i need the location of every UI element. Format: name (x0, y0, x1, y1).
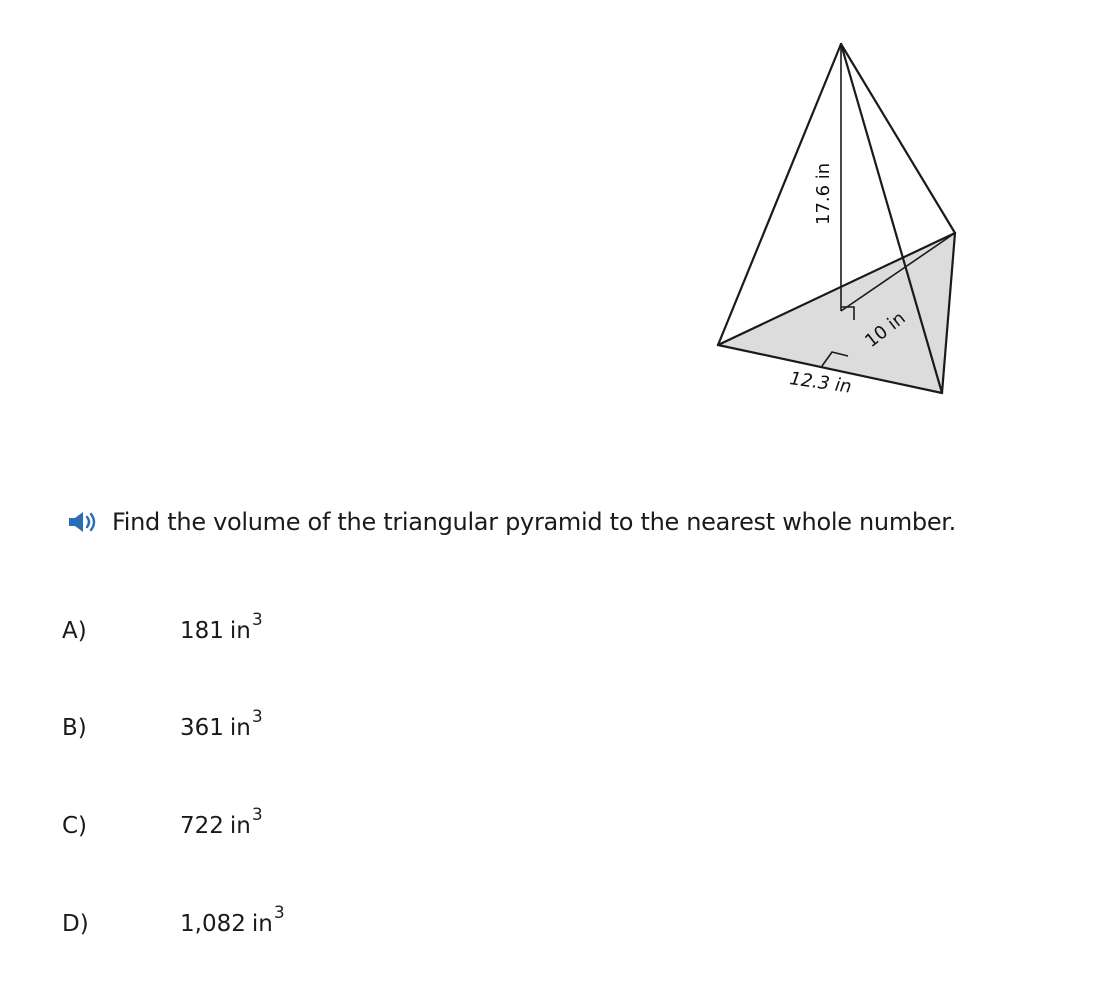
choice-letter: C) (62, 813, 88, 839)
choice-c[interactable] (62, 806, 482, 846)
choice-exponent: 3 (251, 805, 263, 825)
base-label: 12.3 in (788, 368, 853, 398)
choice-exponent: 3 (251, 610, 263, 630)
choice-letter: A) (62, 618, 87, 644)
choice-unit: in (251, 911, 273, 937)
choice-a[interactable] (62, 611, 482, 651)
height-label: 17.6 in (813, 162, 834, 225)
choice-value: 181 (180, 618, 224, 644)
choice-value: 361 (180, 715, 224, 741)
question-row (66, 500, 956, 544)
choice-value: 1,082 (180, 911, 246, 937)
choice-b[interactable] (62, 708, 482, 748)
base-height-label: 10 in (861, 307, 910, 352)
choice-value: 722 (180, 813, 224, 839)
choice-unit: in (229, 813, 251, 839)
choice-d[interactable] (62, 904, 482, 944)
choice-unit: in (229, 715, 251, 741)
question-text: Find the volume of the triangular pyramid to the nearest whole number. (112, 508, 956, 536)
choice-exponent: 3 (251, 707, 263, 727)
choice-letter: D) (62, 911, 89, 937)
choice-letter: B) (62, 715, 87, 741)
choice-exponent: 3 (273, 903, 285, 923)
speaker-icon[interactable] (66, 507, 104, 537)
pyramid-diagram (0, 0, 1104, 450)
choice-unit: in (229, 618, 251, 644)
